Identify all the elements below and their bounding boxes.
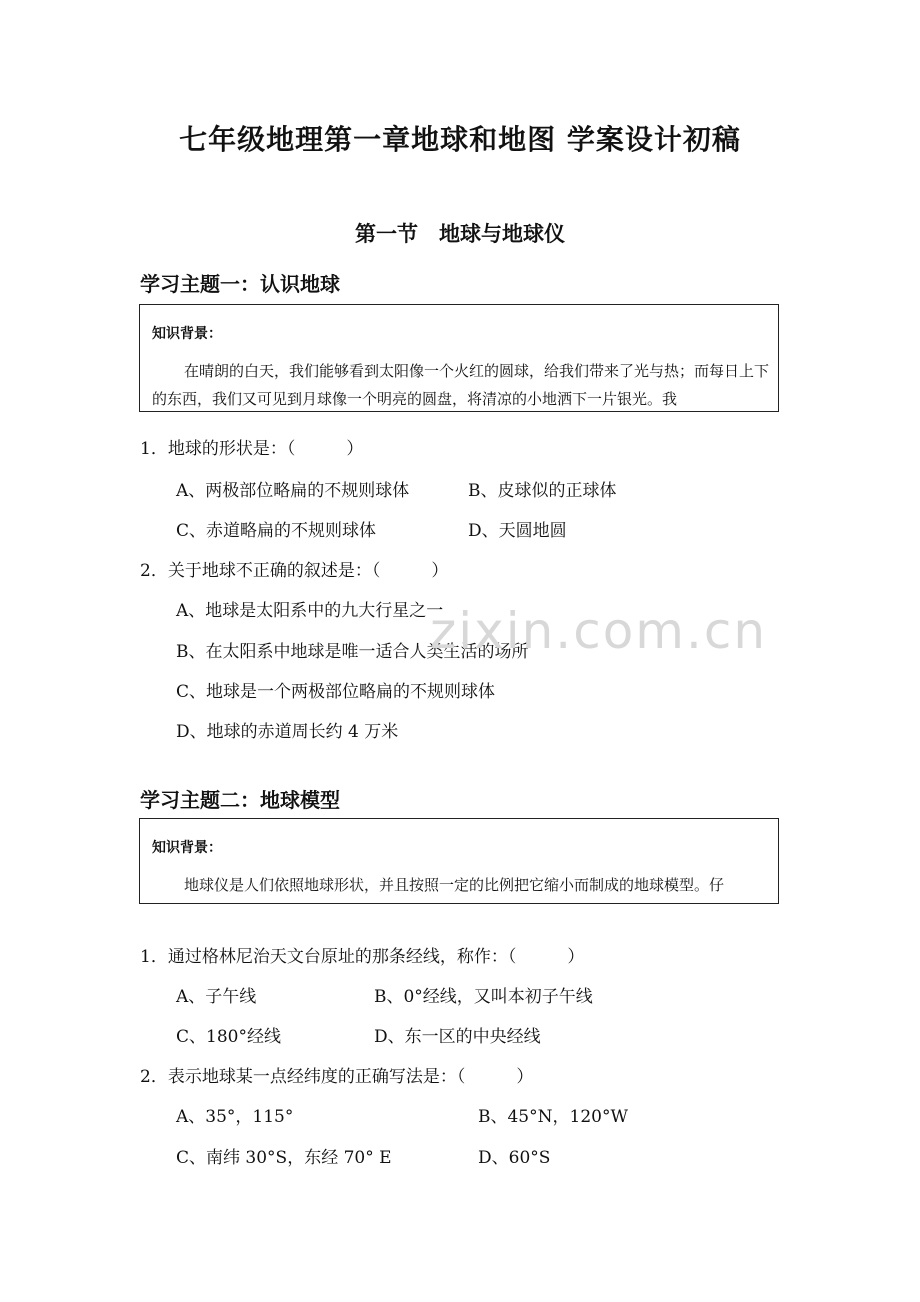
topic2-q2-option-b: B、45°N，120°W <box>478 1107 628 1127</box>
topic2-q1-option-a: A、子午线 <box>176 987 257 1007</box>
topic2-heading: 学习主题二：地球模型 <box>140 788 340 812</box>
document-title: 七年级地理第一章地球和地图 学案设计初稿 <box>179 123 741 156</box>
topic2-q1-option-b: B、0°经线，又叫本初子午线 <box>374 987 593 1007</box>
topic2-background-label: 知识背景： <box>152 840 222 856</box>
topic1-q2-option-c: C、地球是一个两极部位略扁的不规则球体 <box>176 682 496 702</box>
topic2-q1-option-d: D、东一区的中央经线 <box>374 1027 541 1047</box>
topic1-q1-option-c: C、赤道略扁的不规则球体 <box>176 521 377 541</box>
topic1-background-text: 在晴朗的白天，我们能够看到太阳像一个火红的圆球，给我们带来了光与热；而每日上下的东西，我们又可见到月球像一个明亮的圆盘，将清凉的小地洒下一片银光。我 <box>152 362 770 408</box>
topic1-q1-option-a: A、两极部位略扁的不规则球体 <box>176 481 410 501</box>
topic1-q1-option-b: B、皮球似的正球体 <box>468 481 617 501</box>
topic2-background-box <box>139 818 779 904</box>
watermark-text: zixin.com.cn <box>430 602 768 660</box>
topic1-heading: 学习主题一：认识地球 <box>140 272 340 296</box>
topic2-q2-option-c: C、南纬 30°S，东经 70° E <box>176 1148 392 1168</box>
topic2-q2-stem: 2．表示地球某一点经纬度的正确写法是：（ ） <box>140 1067 534 1087</box>
topic1-q2-stem: 2．关于地球不正确的叙述是：（ ） <box>140 561 449 581</box>
topic2-q2-option-d: D、60°S <box>478 1148 551 1168</box>
topic1-q2-option-d: D、地球的赤道周长约 4 万米 <box>176 722 399 742</box>
topic2-q2-option-a: A、35°，115° <box>176 1107 294 1127</box>
topic1-background-box <box>139 304 779 412</box>
topic1-q1-stem: 1．地球的形状是：（ ） <box>140 439 364 459</box>
section-title: 第一节 地球与地球仪 <box>355 221 565 246</box>
topic2-background-text: 地球仪是人们依照地球形状，并且按照一定的比例把它缩小而制成的地球模型。仔 <box>184 876 725 894</box>
topic2-q1-option-c: C、180°经线 <box>176 1027 281 1047</box>
topic1-q2-option-b: B、在太阳系中地球是唯一适合人类生活的场所 <box>176 642 529 662</box>
topic1-q2-option-a: A、地球是太阳系中的九大行星之一 <box>176 601 444 621</box>
topic2-q1-stem: 1．通过格林尼治天文台原址的那条经线，称作：（ ） <box>140 947 585 967</box>
topic1-background-label: 知识背景： <box>152 326 222 342</box>
topic1-q1-option-d: D、天圆地圆 <box>468 521 567 541</box>
